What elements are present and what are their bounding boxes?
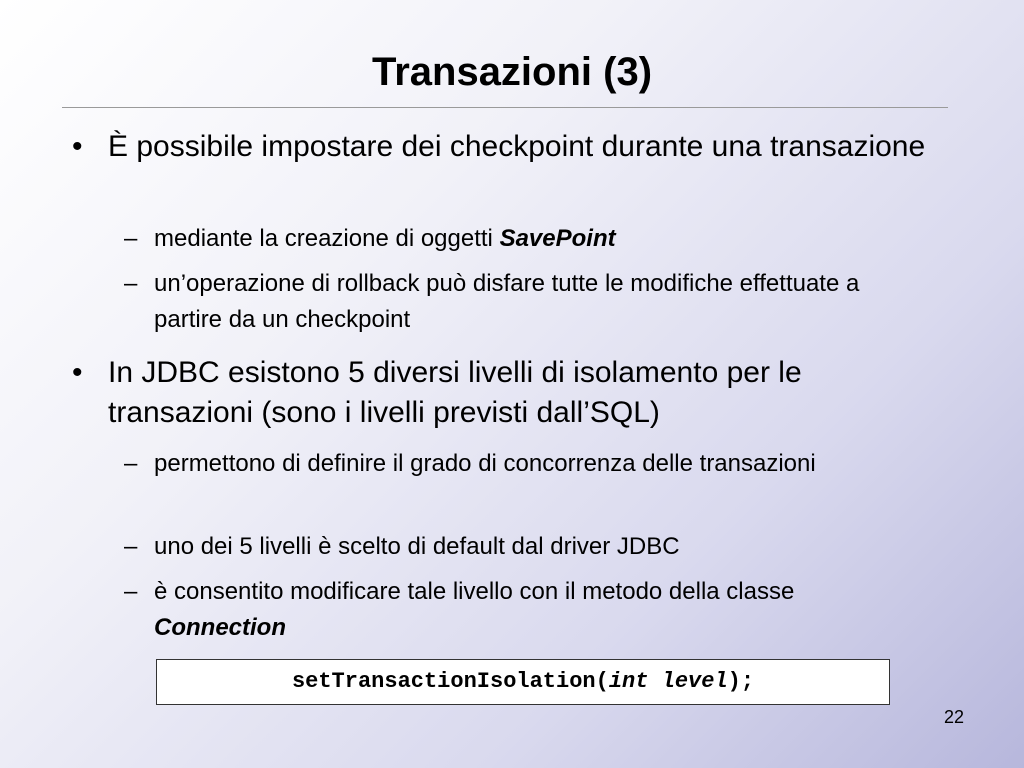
page-number: 22 (943, 707, 964, 727)
subbullet-mark: – (124, 450, 138, 477)
subbullet-savepoint (124, 221, 924, 257)
bullet-text: È possibile impostare dei checkpoint durante una transazione (108, 130, 926, 163)
subbullet-text: uno dei 5 livelli è scelto di default dal driver JDBC (154, 533, 680, 560)
code-snippet-box (156, 659, 890, 705)
connection-term: Connection (154, 614, 286, 641)
bullet-mark: • (72, 356, 83, 389)
subbullet-default-level (124, 529, 924, 565)
subbullet-modify-level (124, 574, 924, 646)
bullet-text: In JDBC esistono 5 diversi livelli di isolamento per le transazioni (sono i livelli previsti dall’SQL) (108, 356, 802, 429)
subbullet-mark: – (124, 578, 138, 605)
subbullet-rollback (124, 266, 924, 338)
code-suffix: ); (727, 669, 755, 694)
code-method: setTransactionIsolation( (291, 669, 609, 694)
subbullet-text: un’operazione di rollback può disfare tutte le modifiche effettuate a partire da un checkpoint (154, 270, 860, 333)
subbullet-text: è consentito modificare tale livello con il metodo della classe (154, 578, 795, 605)
bullet-checkpoint (72, 127, 938, 167)
subbullet-mark: – (124, 270, 138, 297)
subbullet-mark: – (124, 533, 138, 560)
slide-title: Transazioni (3) (371, 50, 653, 94)
code-parameter: int level (608, 669, 728, 694)
subbullet-concurrency (124, 446, 924, 482)
bullet-isolation-levels (72, 353, 938, 433)
subbullet-text: mediante la creazione di oggetti (154, 225, 500, 252)
savepoint-term: SavePoint (499, 225, 616, 252)
bullet-mark: • (72, 130, 83, 163)
subbullet-mark: – (124, 225, 138, 252)
subbullet-text: permettono di definire il grado di concorrenza delle transazioni (154, 450, 816, 477)
